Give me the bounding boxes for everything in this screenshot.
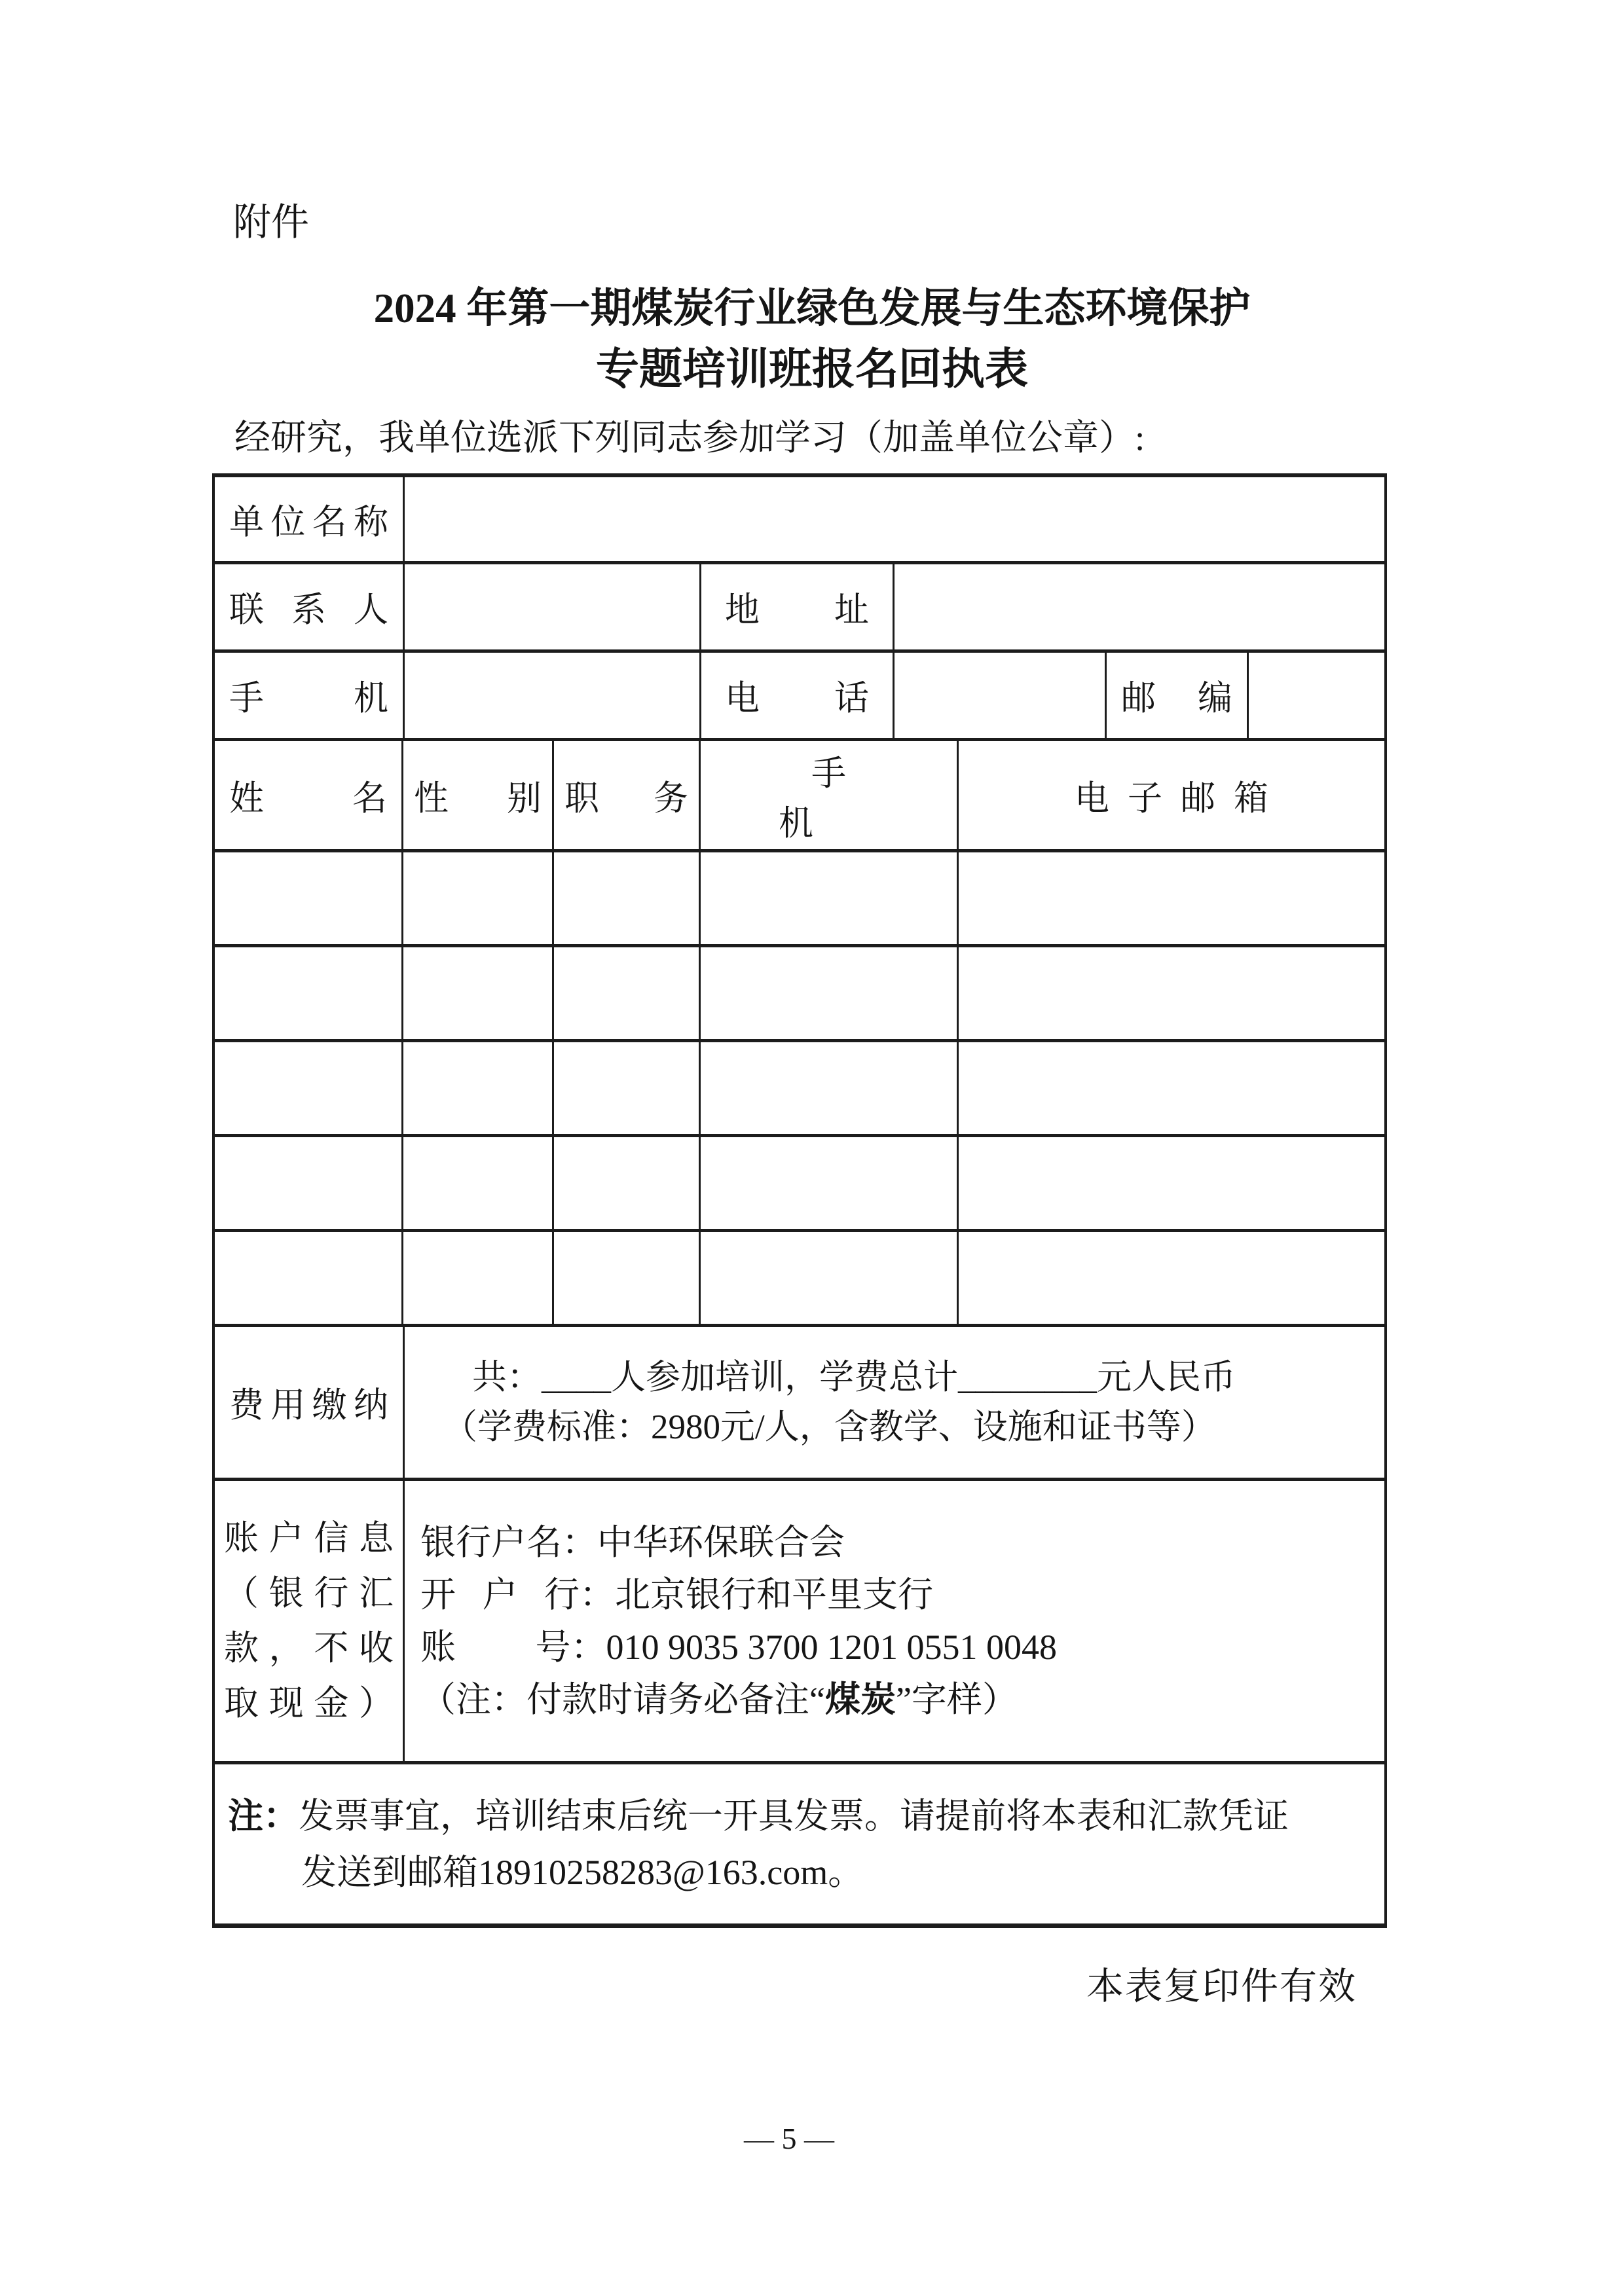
page-number: — 5 — [744, 2122, 834, 2155]
postcode-input-cell[interactable] [1249, 653, 1384, 738]
roster-mobile-cell[interactable] [701, 852, 959, 944]
roster-gender-cell[interactable] [403, 1042, 554, 1134]
roster-header-name-label: 姓名 [229, 779, 387, 818]
roster-row [215, 1137, 1384, 1232]
contact-label-cell [215, 564, 405, 649]
roster-duty-cell[interactable] [554, 947, 701, 1039]
roster-email-cell[interactable] [959, 1042, 1384, 1134]
roster-gender-cell[interactable] [403, 1137, 554, 1229]
roster-header-gender-label: 性别 [414, 779, 542, 818]
phone-input-cell[interactable] [895, 653, 1107, 738]
account-number-line: 账 号：010 9035 3700 1201 0551 0048 [420, 1628, 1057, 1667]
roster-duty-cell[interactable] [554, 1232, 701, 1324]
roster-header-gender [403, 741, 554, 849]
address-label-cell [701, 564, 895, 649]
attachment-label: 附件 [233, 201, 310, 244]
address-label: 地址 [725, 591, 869, 629]
roster-name-cell[interactable] [215, 947, 403, 1039]
account-label-line: 账户信息 [224, 1520, 394, 1558]
roster-header-duty [554, 741, 701, 849]
account-content-cell [405, 1481, 1384, 1761]
roster-name-cell[interactable] [215, 1042, 403, 1134]
invoice-note-line2: 发送到邮箱18910258283@163.com。 [301, 1852, 864, 1892]
unit-name-row [215, 477, 1384, 564]
roster-duty-cell[interactable] [554, 852, 701, 944]
unit-name-label-cell [215, 477, 405, 561]
roster-row [215, 947, 1384, 1042]
bank-branch-line: 开 户 行：北京银行和平里支行 [420, 1575, 933, 1614]
mobile-label-cell [215, 653, 405, 738]
phone-label-cell [701, 653, 895, 738]
unit-name-label: 单位名称 [229, 503, 388, 541]
account-label-cell [215, 1481, 405, 1761]
form-title-line1: 2024 年第一期煤炭行业绿色发展与生态环境保护 [373, 285, 1251, 331]
invoice-note-line1 [228, 1788, 1289, 1844]
account-row [215, 1481, 1384, 1764]
invoice-note-cell [215, 1764, 1384, 1923]
roster-row [215, 1042, 1384, 1137]
contact-row [215, 564, 1384, 653]
fee-line2: （学费标准：2980元/人，含教学、设施和证书等） [443, 1408, 1216, 1446]
roster-name-cell[interactable] [215, 852, 403, 944]
roster-mobile-cell[interactable] [701, 1042, 959, 1134]
phone-label: 电话 [725, 680, 869, 718]
mobile-input-cell[interactable] [405, 653, 701, 738]
fee-label-cell [215, 1327, 405, 1478]
invoice-note-text1: 发票事宜，培训结束后统一开具发票。请提前将本表和汇款凭证 [299, 1796, 1289, 1836]
roster-gender-cell[interactable] [403, 1232, 554, 1324]
roster-header-mobile [701, 741, 959, 849]
mobile-label: 手机 [229, 680, 388, 718]
roster-name-cell[interactable] [215, 1137, 403, 1229]
postcode-label: 邮编 [1121, 680, 1232, 718]
contact-label: 联系人 [229, 591, 388, 629]
fee-label: 费用缴纳 [229, 1387, 388, 1425]
roster-mobile-cell[interactable] [701, 1232, 959, 1324]
roster-mobile-cell[interactable] [701, 947, 959, 1039]
account-label-line: 款，不收 [224, 1630, 394, 1667]
roster-gender-cell[interactable] [403, 947, 554, 1039]
roster-duty-cell[interactable] [554, 1042, 701, 1134]
account-label-line: （银行汇 [224, 1575, 394, 1613]
roster-header-email [959, 741, 1384, 849]
roster-email-cell[interactable] [959, 947, 1384, 1039]
copy-valid-note: 本表复印件有效 [1086, 1966, 1357, 2007]
intro-text: 经研究，我单位选派下列同志参加学习（加盖单位公章）: [234, 418, 1145, 458]
roster-row [215, 1232, 1384, 1327]
payment-note-suffix: ”字样） [895, 1680, 1018, 1719]
fee-content-cell [405, 1327, 1384, 1478]
roster-header-mobile-label: 手机 [779, 754, 912, 843]
address-input-cell[interactable] [895, 564, 1384, 649]
invoice-note-row [215, 1764, 1384, 1923]
roster-mobile-cell[interactable] [701, 1137, 959, 1229]
roster-row [215, 852, 1384, 947]
roster-email-cell[interactable] [959, 1137, 1384, 1229]
roster-name-cell[interactable] [215, 1232, 403, 1324]
registration-table [212, 473, 1387, 1928]
roster-gender-cell[interactable] [403, 852, 554, 944]
payment-note-prefix: （注：付款时请务必备注“ [420, 1680, 825, 1719]
contact-input-cell[interactable] [405, 564, 701, 649]
roster-header-email-label: 电子邮箱 [1075, 779, 1287, 818]
fee-line1: 共：____人参加培训，学费总计________元人民币 [472, 1358, 1236, 1396]
payment-note-bold: 煤炭 [824, 1680, 896, 1719]
roster-email-cell[interactable] [959, 852, 1384, 944]
roster-duty-cell[interactable] [554, 1137, 701, 1229]
roster-header-name [215, 741, 403, 849]
roster-header-row [215, 741, 1384, 852]
form-title-line2: 专题培训班报名回执表 [596, 346, 1028, 393]
payment-note-line [420, 1673, 1018, 1726]
fee-row [215, 1327, 1384, 1481]
bank-account-name-line: 银行户名：中华环保联合会 [420, 1523, 845, 1562]
postcode-label-cell [1107, 653, 1249, 738]
unit-name-input-cell[interactable] [405, 477, 1384, 561]
roster-header-duty-label: 职务 [564, 779, 688, 818]
invoice-note-prefix: 注： [228, 1796, 299, 1836]
mobile-phone-row [215, 653, 1384, 741]
roster-email-cell[interactable] [959, 1232, 1384, 1324]
account-label-line: 取现金） [224, 1685, 394, 1722]
